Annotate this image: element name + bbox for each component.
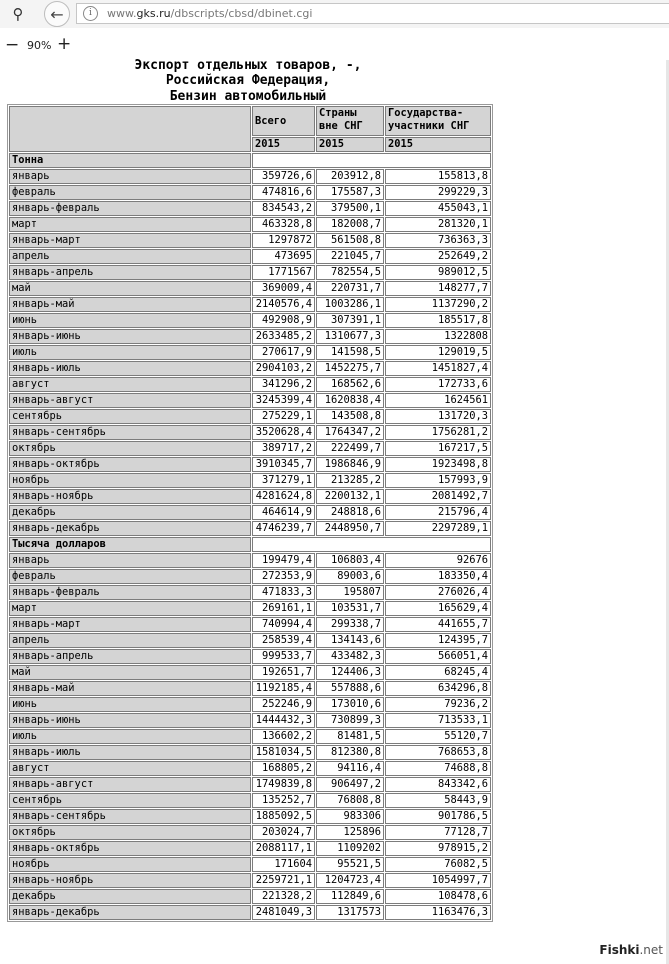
report-title: [0, 58, 496, 104]
period-label: июнь: [9, 313, 251, 328]
table-row: [9, 217, 491, 232]
period-label: январь-май: [9, 681, 251, 696]
table-row: [9, 297, 491, 312]
info-icon[interactable]: i: [83, 6, 98, 21]
value-cell: 258539,4: [252, 633, 315, 648]
period-label: январь-август: [9, 777, 251, 792]
table-row: [9, 633, 491, 648]
value-cell: 215796,4: [385, 505, 491, 520]
table-row: [9, 473, 491, 488]
period-label: январь-июль: [9, 745, 251, 760]
period-label: май: [9, 281, 251, 296]
period-label: сентябрь: [9, 793, 251, 808]
value-cell: 1204723,4: [316, 873, 384, 888]
value-cell: 185517,8: [385, 313, 491, 328]
value-cell: 79236,2: [385, 697, 491, 712]
value-cell: 4281624,8: [252, 489, 315, 504]
value-cell: 379500,1: [316, 201, 384, 216]
title-line-1: Экспорт отдельных товаров, -,: [134, 58, 362, 73]
table-row: [9, 265, 491, 280]
table-row: [9, 313, 491, 328]
period-label: февраль: [9, 569, 251, 584]
table-row: [9, 825, 491, 840]
value-cell: 906497,2: [316, 777, 384, 792]
value-cell: 134143,6: [316, 633, 384, 648]
table-row: [9, 281, 491, 296]
table-row: [9, 873, 491, 888]
table-body: [9, 106, 491, 920]
period-label: май: [9, 665, 251, 680]
period-label: январь-июнь: [9, 713, 251, 728]
value-cell: 168805,2: [252, 761, 315, 776]
value-cell: 248818,6: [316, 505, 384, 520]
value-cell: 978915,2: [385, 841, 491, 856]
section-unit-label: Тысяча долларов: [9, 537, 251, 552]
value-cell: 371279,1: [252, 473, 315, 488]
table-row: [9, 441, 491, 456]
value-cell: 999533,7: [252, 649, 315, 664]
value-cell: 2081492,7: [385, 489, 491, 504]
period-label: январь-март: [9, 233, 251, 248]
year-cell: 2015: [385, 137, 491, 152]
value-cell: 492908,9: [252, 313, 315, 328]
table-row: [9, 393, 491, 408]
value-cell: 1581034,5: [252, 745, 315, 760]
value-cell: 307391,1: [316, 313, 384, 328]
value-cell: 359726,6: [252, 169, 315, 184]
value-cell: 1749839,8: [252, 777, 315, 792]
value-cell: 474816,6: [252, 185, 315, 200]
table-row: [9, 713, 491, 728]
value-cell: 175587,3: [316, 185, 384, 200]
value-cell: 2633485,2: [252, 329, 315, 344]
value-cell: 281320,1: [385, 217, 491, 232]
value-cell: 135252,7: [252, 793, 315, 808]
value-cell: 1756281,2: [385, 425, 491, 440]
table-row: [9, 905, 491, 920]
value-cell: 148277,7: [385, 281, 491, 296]
value-cell: 55120,7: [385, 729, 491, 744]
period-label: январь: [9, 169, 251, 184]
table-row: [9, 553, 491, 568]
address-bar[interactable]: [76, 3, 669, 24]
value-cell: 1923498,8: [385, 457, 491, 472]
table-row: [9, 425, 491, 440]
value-cell: 1054997,7: [385, 873, 491, 888]
value-cell: 341296,2: [252, 377, 315, 392]
value-cell: 222499,7: [316, 441, 384, 456]
period-label: январь-май: [9, 297, 251, 312]
value-cell: 252246,9: [252, 697, 315, 712]
value-cell: 1297872: [252, 233, 315, 248]
corner-cell: [9, 106, 251, 152]
value-cell: 730899,3: [316, 713, 384, 728]
value-cell: 220731,7: [316, 281, 384, 296]
table-row: [9, 809, 491, 824]
value-cell: 74688,8: [385, 761, 491, 776]
value-cell: 3245399,4: [252, 393, 315, 408]
value-cell: 768653,8: [385, 745, 491, 760]
table-row: [9, 697, 491, 712]
zoom-out-button[interactable]: −: [5, 35, 20, 55]
value-cell: 106803,4: [316, 553, 384, 568]
table-row: [9, 617, 491, 632]
value-cell: 1003286,1: [316, 297, 384, 312]
value-cell: 1322808: [385, 329, 491, 344]
value-cell: 3910345,7: [252, 457, 315, 472]
value-cell: 89003,6: [316, 569, 384, 584]
table-row: [9, 857, 491, 872]
value-cell: 299338,7: [316, 617, 384, 632]
period-label: январь-август: [9, 393, 251, 408]
value-cell: 172733,6: [385, 377, 491, 392]
search-icon[interactable]: ⚲: [12, 5, 24, 23]
value-cell: 269161,1: [252, 601, 315, 616]
table-row: [9, 585, 491, 600]
url-text: www.gks.ru/dbscripts/cbsd/dbinet.cgi: [107, 7, 313, 20]
period-label: январь-декабрь: [9, 521, 251, 536]
section-header-row: [9, 153, 491, 168]
value-cell: 171604: [252, 857, 315, 872]
table-row: [9, 201, 491, 216]
value-cell: 77128,7: [385, 825, 491, 840]
value-cell: 3520628,4: [252, 425, 315, 440]
value-cell: 76808,8: [316, 793, 384, 808]
value-cell: 182008,7: [316, 217, 384, 232]
table-row: [9, 377, 491, 392]
value-cell: 561508,8: [316, 233, 384, 248]
title-line-2: Российская Федерация,: [165, 73, 331, 89]
value-cell: 4746239,7: [252, 521, 315, 536]
value-cell: 103531,7: [316, 601, 384, 616]
value-cell: 782554,5: [316, 265, 384, 280]
value-cell: 566051,4: [385, 649, 491, 664]
value-cell: 195807: [316, 585, 384, 600]
back-button[interactable]: [44, 1, 70, 27]
table-row: [9, 745, 491, 760]
period-label: июль: [9, 729, 251, 744]
value-cell: 221045,7: [316, 249, 384, 264]
period-label: январь-декабрь: [9, 905, 251, 920]
value-cell: 455043,1: [385, 201, 491, 216]
table-row: [9, 841, 491, 856]
table-row: [9, 729, 491, 744]
column-header-total: Всего: [252, 106, 315, 136]
browser-toolbar: [0, 0, 669, 29]
value-cell: 634296,8: [385, 681, 491, 696]
value-cell: 221328,2: [252, 889, 315, 904]
value-cell: 1109202: [316, 841, 384, 856]
value-cell: 1624561: [385, 393, 491, 408]
zoom-in-button[interactable]: +: [57, 34, 72, 54]
value-cell: 124395,7: [385, 633, 491, 648]
value-cell: 1310677,3: [316, 329, 384, 344]
table-row: [9, 185, 491, 200]
table-row: [9, 489, 491, 504]
period-label: март: [9, 217, 251, 232]
value-cell: 2297289,1: [385, 521, 491, 536]
value-cell: 165629,4: [385, 601, 491, 616]
period-label: август: [9, 377, 251, 392]
section-unit-label: Тонна: [9, 153, 251, 168]
value-cell: 433482,3: [316, 649, 384, 664]
value-cell: 1192185,4: [252, 681, 315, 696]
period-label: январь-октябрь: [9, 457, 251, 472]
period-label: ноябрь: [9, 857, 251, 872]
table-row: [9, 665, 491, 680]
value-cell: 94116,4: [316, 761, 384, 776]
period-label: январь-сентябрь: [9, 425, 251, 440]
value-cell: 192651,7: [252, 665, 315, 680]
value-cell: 58443,9: [385, 793, 491, 808]
period-label: январь-октябрь: [9, 841, 251, 856]
period-label: апрель: [9, 633, 251, 648]
value-cell: 168562,6: [316, 377, 384, 392]
value-cell: 112849,6: [316, 889, 384, 904]
value-cell: 2448950,7: [316, 521, 384, 536]
value-cell: 173010,6: [316, 697, 384, 712]
period-label: сентябрь: [9, 409, 251, 424]
value-cell: 95521,5: [316, 857, 384, 872]
table-row: [9, 521, 491, 536]
value-cell: 901786,5: [385, 809, 491, 824]
value-cell: 92676: [385, 553, 491, 568]
table-row: [9, 329, 491, 344]
arrow-left-icon: ←: [50, 5, 64, 24]
year-cell: 2015: [316, 137, 384, 152]
period-label: январь-апрель: [9, 265, 251, 280]
period-label: январь-апрель: [9, 649, 251, 664]
table-row: [9, 169, 491, 184]
period-label: январь-июнь: [9, 329, 251, 344]
period-label: декабрь: [9, 889, 251, 904]
value-cell: 2088117,1: [252, 841, 315, 856]
period-label: март: [9, 601, 251, 616]
period-label: январь: [9, 553, 251, 568]
section-header-row: [9, 537, 491, 552]
table-row: [9, 569, 491, 584]
title-line-3: Бензин автомобильный: [169, 88, 327, 104]
table-row: [9, 409, 491, 424]
value-cell: 1452275,7: [316, 361, 384, 376]
period-label: июнь: [9, 697, 251, 712]
value-cell: 1620838,4: [316, 393, 384, 408]
value-cell: 199479,4: [252, 553, 315, 568]
value-cell: 275229,1: [252, 409, 315, 424]
table-row: [9, 233, 491, 248]
value-cell: 389717,2: [252, 441, 315, 456]
value-cell: 203024,7: [252, 825, 315, 840]
table-row: [9, 777, 491, 792]
value-cell: 167217,5: [385, 441, 491, 456]
period-label: январь-июль: [9, 361, 251, 376]
value-cell: 369009,4: [252, 281, 315, 296]
table-row: [9, 249, 491, 264]
zoom-level: 90%: [27, 39, 52, 52]
value-cell: 471833,3: [252, 585, 315, 600]
value-cell: 2259721,1: [252, 873, 315, 888]
value-cell: 1451827,4: [385, 361, 491, 376]
value-cell: 812380,8: [316, 745, 384, 760]
value-cell: 1444432,3: [252, 713, 315, 728]
table-row: [9, 649, 491, 664]
value-cell: 463328,8: [252, 217, 315, 232]
header-row: [9, 106, 491, 136]
period-label: январь-март: [9, 617, 251, 632]
value-cell: 473695: [252, 249, 315, 264]
value-cell: 155813,8: [385, 169, 491, 184]
value-cell: 1764347,2: [316, 425, 384, 440]
period-label: февраль: [9, 185, 251, 200]
period-label: январь-ноябрь: [9, 489, 251, 504]
value-cell: 203912,8: [316, 169, 384, 184]
period-label: октябрь: [9, 825, 251, 840]
value-cell: 272353,9: [252, 569, 315, 584]
value-cell: 2200132,1: [316, 489, 384, 504]
value-cell: 183350,4: [385, 569, 491, 584]
value-cell: 213285,2: [316, 473, 384, 488]
value-cell: 2904103,2: [252, 361, 315, 376]
value-cell: 843342,6: [385, 777, 491, 792]
table-row: [9, 889, 491, 904]
period-label: январь-ноябрь: [9, 873, 251, 888]
value-cell: 252649,2: [385, 249, 491, 264]
value-cell: 1137290,2: [385, 297, 491, 312]
export-data-table: [7, 104, 493, 922]
table-row: [9, 761, 491, 776]
value-cell: 1986846,9: [316, 457, 384, 472]
table-row: [9, 345, 491, 360]
table-row: [9, 681, 491, 696]
value-cell: 141598,5: [316, 345, 384, 360]
section-blank-cell: [252, 537, 491, 552]
value-cell: 131720,3: [385, 409, 491, 424]
value-cell: 557888,6: [316, 681, 384, 696]
value-cell: 464614,9: [252, 505, 315, 520]
value-cell: 989012,5: [385, 265, 491, 280]
period-label: январь-февраль: [9, 201, 251, 216]
value-cell: 68245,4: [385, 665, 491, 680]
value-cell: 136602,2: [252, 729, 315, 744]
value-cell: 125896: [316, 825, 384, 840]
value-cell: 143508,8: [316, 409, 384, 424]
period-label: январь-сентябрь: [9, 809, 251, 824]
value-cell: 1771567: [252, 265, 315, 280]
table-row: [9, 361, 491, 376]
value-cell: 81481,5: [316, 729, 384, 744]
watermark-logo: Fishki.net: [599, 943, 663, 957]
period-label: июль: [9, 345, 251, 360]
value-cell: 2481049,3: [252, 905, 315, 920]
table-row: [9, 505, 491, 520]
table-row: [9, 793, 491, 808]
value-cell: 1163476,3: [385, 905, 491, 920]
value-cell: 736363,3: [385, 233, 491, 248]
column-header-non-cis: Страны вне СНГ: [316, 106, 384, 136]
value-cell: 834543,2: [252, 201, 315, 216]
value-cell: 713533,1: [385, 713, 491, 728]
period-label: октябрь: [9, 441, 251, 456]
period-label: январь-февраль: [9, 585, 251, 600]
value-cell: 1885092,5: [252, 809, 315, 824]
value-cell: 2140576,4: [252, 297, 315, 312]
value-cell: 983306: [316, 809, 384, 824]
value-cell: 157993,9: [385, 473, 491, 488]
table-row: [9, 457, 491, 472]
section-blank-cell: [252, 153, 491, 168]
value-cell: 740994,4: [252, 617, 315, 632]
value-cell: 76082,5: [385, 857, 491, 872]
year-cell: 2015: [252, 137, 315, 152]
value-cell: 108478,6: [385, 889, 491, 904]
value-cell: 124406,3: [316, 665, 384, 680]
value-cell: 1317573: [316, 905, 384, 920]
period-label: август: [9, 761, 251, 776]
period-label: ноябрь: [9, 473, 251, 488]
period-label: декабрь: [9, 505, 251, 520]
value-cell: 129019,5: [385, 345, 491, 360]
table-row: [9, 601, 491, 616]
value-cell: 299229,3: [385, 185, 491, 200]
value-cell: 276026,4: [385, 585, 491, 600]
value-cell: 441655,7: [385, 617, 491, 632]
value-cell: 270617,9: [252, 345, 315, 360]
period-label: апрель: [9, 249, 251, 264]
column-header-cis: Государства-участники СНГ: [385, 106, 491, 136]
